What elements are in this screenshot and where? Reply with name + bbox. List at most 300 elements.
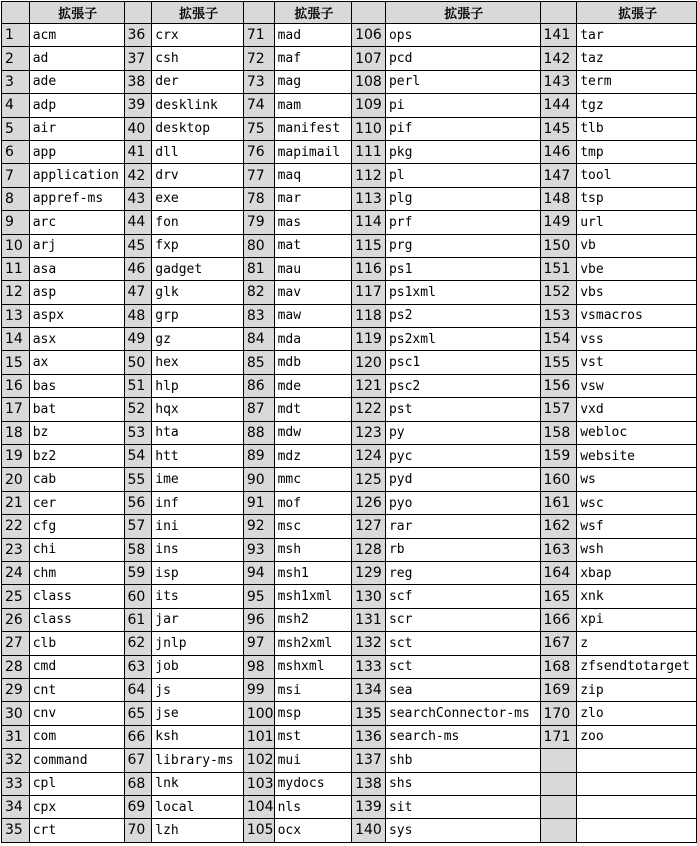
- row-number-cell: 131: [352, 608, 386, 631]
- extension-cell: cer: [29, 491, 124, 514]
- number-header: [2, 2, 30, 24]
- table-row: [2, 468, 697, 491]
- row-number-cell: 106: [352, 24, 386, 47]
- row-number-cell: 144: [540, 94, 577, 117]
- extension-cell: exe: [152, 187, 244, 210]
- table-row: [2, 94, 697, 117]
- extension-cell: ime: [152, 468, 244, 491]
- row-number-cell: 22: [2, 515, 30, 538]
- row-number-cell: 38: [124, 70, 152, 93]
- extension-cell: crx: [152, 24, 244, 47]
- table-row: [2, 561, 697, 584]
- row-number-cell: 56: [124, 491, 152, 514]
- extension-cell: msh1xml: [274, 585, 352, 608]
- row-number-cell: 137: [352, 749, 386, 772]
- row-number-cell: 36: [124, 24, 152, 47]
- row-number-cell: 7: [2, 164, 30, 187]
- extension-cell: bz: [29, 421, 124, 444]
- table-row: [2, 328, 697, 351]
- extension-cell: command: [29, 749, 124, 772]
- extension-cell: mag: [274, 70, 352, 93]
- row-number-cell: 15: [2, 351, 30, 374]
- extension-cell: cpx: [29, 795, 124, 818]
- extension-cell: lnk: [152, 772, 244, 795]
- table-row: [2, 772, 697, 795]
- row-number-cell: 43: [124, 187, 152, 210]
- extension-cell: wsh: [577, 538, 697, 561]
- extension-cell: pyo: [385, 491, 540, 514]
- row-number-cell: 52: [124, 398, 152, 421]
- extension-cell: drv: [152, 164, 244, 187]
- extension-cell: ps2: [385, 304, 540, 327]
- extension-cell: adp: [29, 94, 124, 117]
- row-number-cell: 87: [243, 398, 274, 421]
- row-number-cell: 128: [352, 538, 386, 561]
- extension-cell: maf: [274, 47, 352, 70]
- row-number-cell: 102: [243, 749, 274, 772]
- table-row: [2, 702, 697, 725]
- row-number-cell: 17: [2, 398, 30, 421]
- row-number-cell: 19: [2, 445, 30, 468]
- row-number-cell: 47: [124, 281, 152, 304]
- row-number-cell: 58: [124, 538, 152, 561]
- extension-cell: dll: [152, 140, 244, 163]
- extension-cell: desklink: [152, 94, 244, 117]
- extension-cell: chm: [29, 561, 124, 584]
- row-number-cell: 1: [2, 24, 30, 47]
- row-number-cell: 67: [124, 749, 152, 772]
- extension-header: 拡張子: [577, 2, 697, 24]
- table-row: [2, 47, 697, 70]
- row-number-cell: 21: [2, 491, 30, 514]
- extension-cell: job: [152, 655, 244, 678]
- table-row: [2, 140, 697, 163]
- table-row: [2, 187, 697, 210]
- row-number-cell: 85: [243, 351, 274, 374]
- table-row: [2, 795, 697, 818]
- row-number-cell: 96: [243, 608, 274, 631]
- table-body: [2, 24, 697, 843]
- extension-cell: msi: [274, 678, 352, 701]
- table-row: [2, 351, 697, 374]
- row-number-cell: 68: [124, 772, 152, 795]
- extension-cell: mda: [274, 328, 352, 351]
- extension-cell: asa: [29, 257, 124, 280]
- extension-cell: ps1: [385, 257, 540, 280]
- row-number-cell: 166: [540, 608, 577, 631]
- table-row: [2, 421, 697, 444]
- row-number-cell: 45: [124, 234, 152, 257]
- row-number-cell: 121: [352, 374, 386, 397]
- extension-cell: mad: [274, 24, 352, 47]
- row-number-cell: 92: [243, 515, 274, 538]
- extension-cell: mas: [274, 211, 352, 234]
- row-number-cell: 73: [243, 70, 274, 93]
- extension-cell: hex: [152, 351, 244, 374]
- extension-cell: clb: [29, 632, 124, 655]
- number-header: [243, 2, 274, 24]
- extension-cell: shs: [385, 772, 540, 795]
- extension-cell: local: [152, 795, 244, 818]
- row-number-cell: 127: [352, 515, 386, 538]
- extension-cell: vsmacros: [577, 304, 697, 327]
- table-row: [2, 117, 697, 140]
- extension-cell: ini: [152, 515, 244, 538]
- row-number-cell: 86: [243, 374, 274, 397]
- extension-cell: rb: [385, 538, 540, 561]
- row-number-cell: 122: [352, 398, 386, 421]
- extension-cell: shb: [385, 749, 540, 772]
- extension-cell: inf: [152, 491, 244, 514]
- extension-cell: ps2xml: [385, 328, 540, 351]
- extension-cell: der: [152, 70, 244, 93]
- row-number-cell: 158: [540, 421, 577, 444]
- extension-cell: air: [29, 117, 124, 140]
- row-number-cell: 82: [243, 281, 274, 304]
- table-row: [2, 445, 697, 468]
- extension-cell: mdz: [274, 445, 352, 468]
- row-number-cell: 143: [540, 70, 577, 93]
- table-row: [2, 24, 697, 47]
- extension-cell: py: [385, 421, 540, 444]
- extension-cell: msp: [274, 702, 352, 725]
- extension-cell: xnk: [577, 585, 697, 608]
- extension-cell: psc1: [385, 351, 540, 374]
- extension-cell: msh2xml: [274, 632, 352, 655]
- row-number-cell: 5: [2, 117, 30, 140]
- row-number-cell: 75: [243, 117, 274, 140]
- row-number-cell: 49: [124, 328, 152, 351]
- extension-cell: csh: [152, 47, 244, 70]
- row-number-cell: 60: [124, 585, 152, 608]
- row-number-cell: 115: [352, 234, 386, 257]
- row-number-cell: 108: [352, 70, 386, 93]
- row-number-cell: 118: [352, 304, 386, 327]
- extension-cell: rar: [385, 515, 540, 538]
- table-row: [2, 234, 697, 257]
- row-number-cell: 151: [540, 257, 577, 280]
- row-number-cell: 6: [2, 140, 30, 163]
- extension-cell: pkg: [385, 140, 540, 163]
- extension-cell: mav: [274, 281, 352, 304]
- row-number-cell: 119: [352, 328, 386, 351]
- row-number-cell: 147: [540, 164, 577, 187]
- row-number-cell: 135: [352, 702, 386, 725]
- extension-cell: tmp: [577, 140, 697, 163]
- table-row: [2, 725, 697, 748]
- row-number-cell: 61: [124, 608, 152, 631]
- row-number-cell: 13: [2, 304, 30, 327]
- row-number-cell: 37: [124, 47, 152, 70]
- extension-cell: asp: [29, 281, 124, 304]
- row-number-cell: 126: [352, 491, 386, 514]
- extension-cell: psc2: [385, 374, 540, 397]
- row-number-cell: 33: [2, 772, 30, 795]
- row-number-cell: 65: [124, 702, 152, 725]
- number-header: [540, 2, 577, 24]
- table-row: [2, 608, 697, 631]
- row-number-cell: 107: [352, 47, 386, 70]
- row-number-cell: 20: [2, 468, 30, 491]
- extension-cell: ax: [29, 351, 124, 374]
- row-number-cell: 28: [2, 655, 30, 678]
- row-number-cell: 76: [243, 140, 274, 163]
- row-number-cell: 70: [124, 819, 152, 842]
- row-number-cell: 133: [352, 655, 386, 678]
- row-number-cell: 88: [243, 421, 274, 444]
- extension-cell: class: [29, 585, 124, 608]
- extension-cell: mam: [274, 94, 352, 117]
- extension-header: 拡張子: [274, 2, 352, 24]
- extension-cell: grp: [152, 304, 244, 327]
- row-number-cell: [540, 749, 577, 772]
- row-number-cell: 134: [352, 678, 386, 701]
- extension-cell: plg: [385, 187, 540, 210]
- row-number-cell: 155: [540, 351, 577, 374]
- row-number-cell: 9: [2, 211, 30, 234]
- extension-cell: manifest: [274, 117, 352, 140]
- extension-cell: hta: [152, 421, 244, 444]
- table-row: [2, 164, 697, 187]
- row-number-cell: [540, 795, 577, 818]
- extension-cell: sys: [385, 819, 540, 842]
- row-number-cell: 116: [352, 257, 386, 280]
- extension-cell: tsp: [577, 187, 697, 210]
- extension-cell: scr: [385, 608, 540, 631]
- row-number-cell: 153: [540, 304, 577, 327]
- extension-cell: appref-ms: [29, 187, 124, 210]
- extension-cell: searchConnector-ms: [385, 702, 540, 725]
- number-header: [352, 2, 386, 24]
- extension-cell: arc: [29, 211, 124, 234]
- extension-cell: mar: [274, 187, 352, 210]
- extension-cell: cfg: [29, 515, 124, 538]
- extension-cell: bz2: [29, 445, 124, 468]
- extension-cell: hqx: [152, 398, 244, 421]
- row-number-cell: 142: [540, 47, 577, 70]
- row-number-cell: 165: [540, 585, 577, 608]
- extension-cell: mat: [274, 234, 352, 257]
- extension-cell: reg: [385, 561, 540, 584]
- row-number-cell: 154: [540, 328, 577, 351]
- table-row: [2, 632, 697, 655]
- extension-cell: tar: [577, 24, 697, 47]
- row-number-cell: 145: [540, 117, 577, 140]
- extension-cell: vbs: [577, 281, 697, 304]
- extension-header: 拡張子: [29, 2, 124, 24]
- extension-cell: wsf: [577, 515, 697, 538]
- extension-cell: its: [152, 585, 244, 608]
- extension-cell: fon: [152, 211, 244, 234]
- row-number-cell: 105: [243, 819, 274, 842]
- row-number-cell: 163: [540, 538, 577, 561]
- extension-cell: url: [577, 211, 697, 234]
- table-row: [2, 70, 697, 93]
- extension-cell: z: [577, 632, 697, 655]
- row-number-cell: 42: [124, 164, 152, 187]
- row-number-cell: 77: [243, 164, 274, 187]
- extension-cell: nls: [274, 795, 352, 818]
- row-number-cell: 114: [352, 211, 386, 234]
- row-number-cell: 167: [540, 632, 577, 655]
- row-number-cell: 54: [124, 445, 152, 468]
- extension-cell: website: [577, 445, 697, 468]
- extension-cell: gadget: [152, 257, 244, 280]
- row-number-cell: 124: [352, 445, 386, 468]
- row-number-cell: 160: [540, 468, 577, 491]
- extension-cell: mdb: [274, 351, 352, 374]
- row-number-cell: 110: [352, 117, 386, 140]
- row-number-cell: 112: [352, 164, 386, 187]
- table-row: [2, 211, 697, 234]
- extension-cell: pif: [385, 117, 540, 140]
- extension-cell: [577, 795, 697, 818]
- extension-cell: msh1: [274, 561, 352, 584]
- row-number-cell: 31: [2, 725, 30, 748]
- extension-cell: mau: [274, 257, 352, 280]
- extension-cell: ade: [29, 70, 124, 93]
- row-number-cell: 25: [2, 585, 30, 608]
- extension-cell: sct: [385, 655, 540, 678]
- extension-cell: xpi: [577, 608, 697, 631]
- row-number-cell: 62: [124, 632, 152, 655]
- row-number-cell: 35: [2, 819, 30, 842]
- row-number-cell: 26: [2, 608, 30, 631]
- extension-cell: webloc: [577, 421, 697, 444]
- extension-cell: pl: [385, 164, 540, 187]
- extension-cell: prf: [385, 211, 540, 234]
- row-number-cell: 57: [124, 515, 152, 538]
- row-number-cell: 44: [124, 211, 152, 234]
- row-number-cell: 150: [540, 234, 577, 257]
- extension-cell: mydocs: [274, 772, 352, 795]
- extension-cell: aspx: [29, 304, 124, 327]
- row-number-cell: 101: [243, 725, 274, 748]
- row-number-cell: 34: [2, 795, 30, 818]
- table-row: [2, 374, 697, 397]
- extension-cell: gz: [152, 328, 244, 351]
- extension-cell: ksh: [152, 725, 244, 748]
- extension-cell: bat: [29, 398, 124, 421]
- row-number-cell: 169: [540, 678, 577, 701]
- extension-cell: library-ms: [152, 749, 244, 772]
- extension-cell: mdt: [274, 398, 352, 421]
- table-row: [2, 398, 697, 421]
- row-number-cell: 140: [352, 819, 386, 842]
- extension-cell: maw: [274, 304, 352, 327]
- extension-cell: xbap: [577, 561, 697, 584]
- row-number-cell: 132: [352, 632, 386, 655]
- row-number-cell: 125: [352, 468, 386, 491]
- extension-cell: zip: [577, 678, 697, 701]
- extension-cell: lzh: [152, 819, 244, 842]
- extension-cell: app: [29, 140, 124, 163]
- row-number-cell: 103: [243, 772, 274, 795]
- extension-cell: class: [29, 608, 124, 631]
- row-number-cell: 32: [2, 749, 30, 772]
- extension-cell: pcd: [385, 47, 540, 70]
- extension-cell: pi: [385, 94, 540, 117]
- table-row: [2, 515, 697, 538]
- extension-cell: cnt: [29, 678, 124, 701]
- row-number-cell: 81: [243, 257, 274, 280]
- row-number-cell: 136: [352, 725, 386, 748]
- row-number-cell: 157: [540, 398, 577, 421]
- row-number-cell: 123: [352, 421, 386, 444]
- extension-cell: tool: [577, 164, 697, 187]
- row-number-cell: 100: [243, 702, 274, 725]
- row-number-cell: 95: [243, 585, 274, 608]
- table-row: [2, 678, 697, 701]
- row-number-cell: 66: [124, 725, 152, 748]
- extension-cell: pyd: [385, 468, 540, 491]
- extension-cell: arj: [29, 234, 124, 257]
- row-number-cell: 51: [124, 374, 152, 397]
- extension-cell: ws: [577, 468, 697, 491]
- extension-cell: mof: [274, 491, 352, 514]
- extension-cell: cab: [29, 468, 124, 491]
- extension-cell: msh2: [274, 608, 352, 631]
- row-number-cell: 84: [243, 328, 274, 351]
- extension-cell: jnlp: [152, 632, 244, 655]
- extension-cell: vsw: [577, 374, 697, 397]
- extension-cell: vbe: [577, 257, 697, 280]
- extension-cell: [577, 819, 697, 842]
- extension-cell: mst: [274, 725, 352, 748]
- row-number-cell: 4: [2, 94, 30, 117]
- extension-cell: ops: [385, 24, 540, 47]
- row-number-cell: 46: [124, 257, 152, 280]
- extension-cell: zfsendtotarget: [577, 655, 697, 678]
- extension-cell: taz: [577, 47, 697, 70]
- row-number-cell: 141: [540, 24, 577, 47]
- row-number-cell: 146: [540, 140, 577, 163]
- extension-cell: fxp: [152, 234, 244, 257]
- row-number-cell: 12: [2, 281, 30, 304]
- row-number-cell: 130: [352, 585, 386, 608]
- row-number-cell: 138: [352, 772, 386, 795]
- row-number-cell: 170: [540, 702, 577, 725]
- extension-cell: term: [577, 70, 697, 93]
- extension-cell: glk: [152, 281, 244, 304]
- extension-cell: js: [152, 678, 244, 701]
- extension-cell: scf: [385, 585, 540, 608]
- row-number-cell: 14: [2, 328, 30, 351]
- extension-cell: msc: [274, 515, 352, 538]
- row-number-cell: 59: [124, 561, 152, 584]
- extension-header: 拡張子: [152, 2, 244, 24]
- row-number-cell: 10: [2, 234, 30, 257]
- extension-cell: ad: [29, 47, 124, 70]
- row-number-cell: 63: [124, 655, 152, 678]
- row-number-cell: 71: [243, 24, 274, 47]
- extension-cell: mmc: [274, 468, 352, 491]
- extension-cell: cmd: [29, 655, 124, 678]
- row-number-cell: [540, 819, 577, 842]
- extension-cell: vst: [577, 351, 697, 374]
- row-number-cell: 161: [540, 491, 577, 514]
- extension-cell: jse: [152, 702, 244, 725]
- row-number-cell: 80: [243, 234, 274, 257]
- extension-cell: wsc: [577, 491, 697, 514]
- row-number-cell: 79: [243, 211, 274, 234]
- row-number-cell: 94: [243, 561, 274, 584]
- extension-cell: sea: [385, 678, 540, 701]
- extension-cell: bas: [29, 374, 124, 397]
- row-number-cell: 90: [243, 468, 274, 491]
- row-number-cell: 55: [124, 468, 152, 491]
- row-number-cell: 39: [124, 94, 152, 117]
